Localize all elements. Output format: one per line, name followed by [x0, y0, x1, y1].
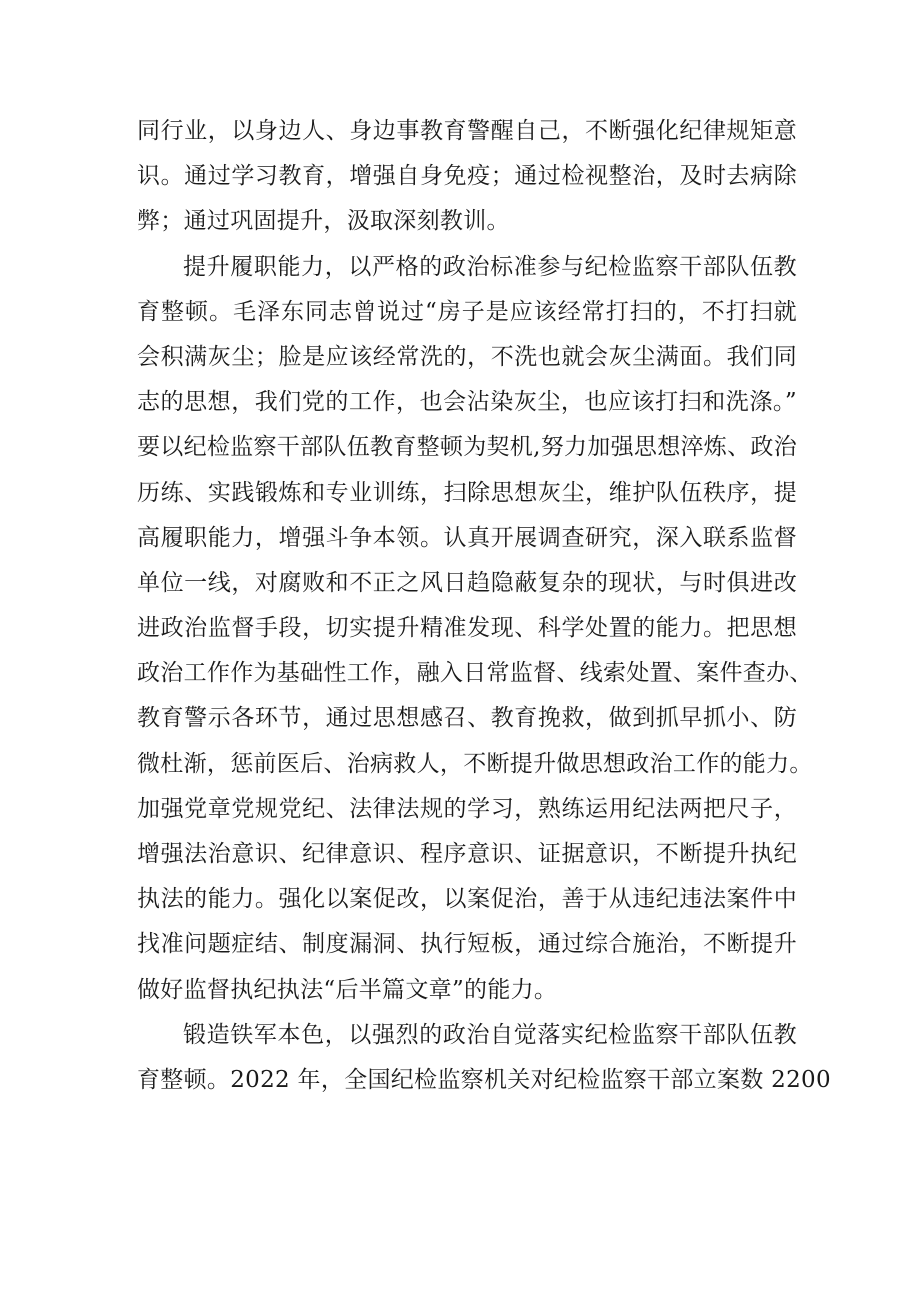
paragraph-line: 育整顿。2022 年，全国纪检监察机关对纪检监察干部立案数 2200 [137, 1066, 831, 1093]
paragraph-line: 教育警示各环节，通过思想感召、教育挽救，做到抓早抓小、防 [137, 705, 797, 732]
paragraph-line: 提升履职能力，以严格的政治标准参与纪检监察干部队伍教 [183, 253, 797, 280]
paragraph-line: 志的思想，我们党的工作，也会沾染灰尘，也应该打扫和洗涤。” [137, 389, 797, 416]
paragraph-line: 政治工作作为基础性工作，融入日常监督、线索处置、案件查办、 [137, 660, 813, 687]
document-body [137, 109, 831, 1103]
paragraph-1 [137, 109, 797, 245]
paragraph-line: 锻造铁军本色，以强烈的政治自觉落实纪检监察干部队伍教 [183, 1021, 797, 1048]
paragraph-line: 加强党章党规党纪、法律法规的学习，熟练运用纪法两把尺子， [137, 795, 797, 822]
paragraph-line: 微杜渐，惩前医后、治病救人，不断提升做思想政治工作的能力。 [137, 750, 813, 777]
paragraph-line: 要以纪检监察干部队伍教育整顿为契机,努力加强思想淬炼、政治 [137, 434, 798, 461]
paragraph-line: 历练、实践锻炼和专业训练，扫除思想灰尘，维护队伍秩序，提 [137, 479, 797, 506]
paragraph-line: 同行业，以身边人、身边事教育警醒自己，不断强化纪律规矩意 [137, 118, 797, 144]
paragraph-line: 进政治监督手段，切实提升精准发现、科学处置的能力。把思想 [137, 615, 797, 642]
paragraph-line: 高履职能力，增强斗争本领。认真开展调查研究，深入联系监督 [137, 524, 797, 551]
paragraph-2 [137, 245, 813, 1013]
paragraph-line: 找准问题症结、制度漏洞、执行短板，通过综合施治，不断提升 [137, 931, 797, 958]
paragraph-line: 做好监督执纪执法“后半篇文章”的能力。 [137, 976, 558, 1003]
paragraph-line: 育整顿。毛泽东同志曾说过“房子是应该经常打扫的，不打扫就 [137, 298, 797, 325]
paragraph-line: 执法的能力。强化以案促改，以案促治，善于从违纪违法案件中 [137, 886, 797, 913]
paragraph-line: 会积满灰尘；脸是应该经常洗的，不洗也就会灰尘满面。我们同 [137, 343, 797, 370]
paragraph-line: 增强法治意识、纪律意识、程序意识、证据意识，不断提升执纪 [137, 841, 797, 867]
paragraph-line: 弊；通过巩固提升，汲取深刻教训。 [137, 208, 510, 235]
paragraph-3 [137, 1013, 831, 1103]
paragraph-line: 单位一线，对腐败和不正之风日趋隐蔽复杂的现状，与时俱进改 [137, 569, 797, 596]
paragraph-line: 识。通过学习教育，增强自身免疫；通过检视整治，及时去病除 [137, 163, 797, 190]
